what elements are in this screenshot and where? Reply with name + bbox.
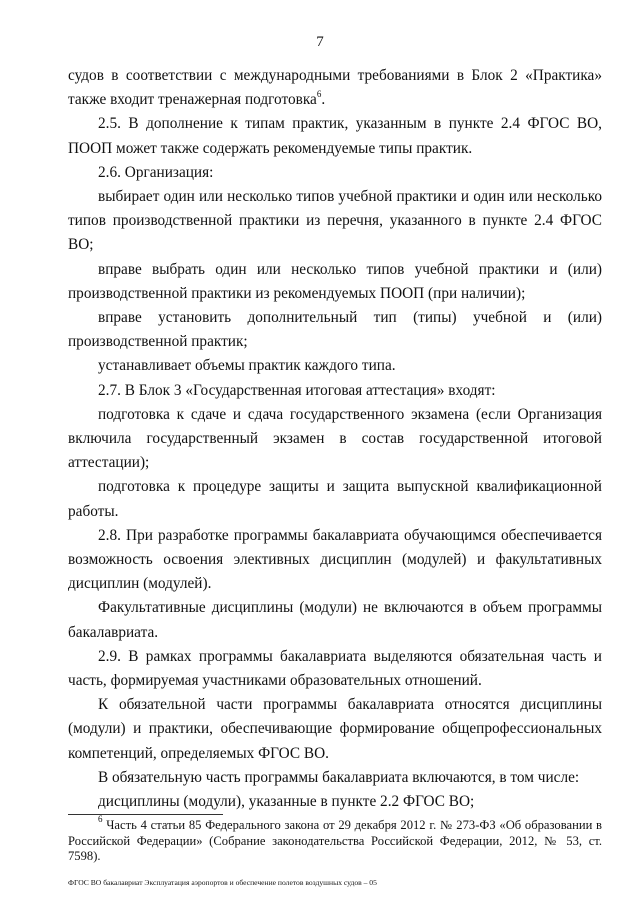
- paragraph: К обязательной части программы бакалавриата относятся дисциплины (модули) и практики, обеспечивающие формирование общепрофессиональных компетенций, определяемых ФГОС ВО.: [68, 696, 602, 762]
- paragraph-2-9: 2.9. В рамках программы бакалавриата выделяются обязательная часть и часть, формируемая участниками образовательных отношений.: [68, 647, 602, 690]
- paragraph: Факультативные дисциплины (модули) не включаются в объем программы бакалавриата.: [68, 599, 602, 641]
- paragraph-2-6: 2.6. Организация:: [98, 163, 214, 181]
- paragraph-2-8: 2.8. При разработке программы бакалавриата обучающимся обеспечивается возможность освоения элективных дисциплин (модулей) и факультативных дисциплин (модулей).: [68, 526, 602, 593]
- list-item: подготовка к сдаче и сдача государственного экзамена (если Организация включила государственный экзамен в состав государственной итоговой аттестации);: [68, 405, 602, 472]
- list-item: подготовка к процедуре защиты и защита выпускной квалификационной работы.: [68, 478, 602, 520]
- footnote-divider: [68, 814, 223, 815]
- paragraph-2-7: 2.7. В Блок 3 «Государственная итоговая аттестация» входят:: [98, 381, 496, 399]
- footnote-ref: 6: [316, 89, 322, 100]
- paragraph-2-5: 2.5. В дополнение к типам практик, указанным в пункте 2.4 ФГОС ВО, ПООП может также содержать рекомендуемые типы практик.: [68, 115, 602, 157]
- footnote-mark: 6: [98, 814, 103, 824]
- paragraph-continuation: судов в соответствии с международными требованиями в Блок 2 «Практика» также входит тренажерная подготовка$^6$.: [68, 67, 602, 109]
- document-body: [68, 64, 602, 814]
- footnote-text: Часть 4 статьи 85 Федерального закона от 29 декабря 2012 г. № 273-ФЗ «Об образовании в Российской Федерации» (Собрание законодательства Российской Федерации, 2012, № 53, ст. 7598).: [68, 818, 602, 864]
- list-item: вправе выбрать один или несколько типов учебной практики и (или) производственной практики из рекомендуемых ПООП (при наличии);: [68, 260, 602, 302]
- list-item: дисциплины (модули), указанные в пункте 2.2 ФГОС ВО;: [98, 793, 475, 811]
- list-item: выбирает один или несколько типов учебной практики и один или несколько типов производственной практики из перечня, указанного в пункте 2.4 ФГОС ВО;: [68, 188, 602, 254]
- paragraph: В обязательную часть программы бакалавриата включаются, в том числе:: [98, 768, 580, 786]
- page-number: 7: [316, 34, 324, 50]
- list-item: устанавливает объемы практик каждого типа.: [98, 357, 396, 375]
- page-footer: ФГОС ВО бакалавриат Эксплуатация аэропортов и обеспечение полетов воздушных судов – 05: [68, 878, 377, 887]
- footnote: [68, 814, 602, 865]
- list-item: вправе установить дополнительный тип (типы) учебной и (или) производственной практик;: [68, 309, 602, 351]
